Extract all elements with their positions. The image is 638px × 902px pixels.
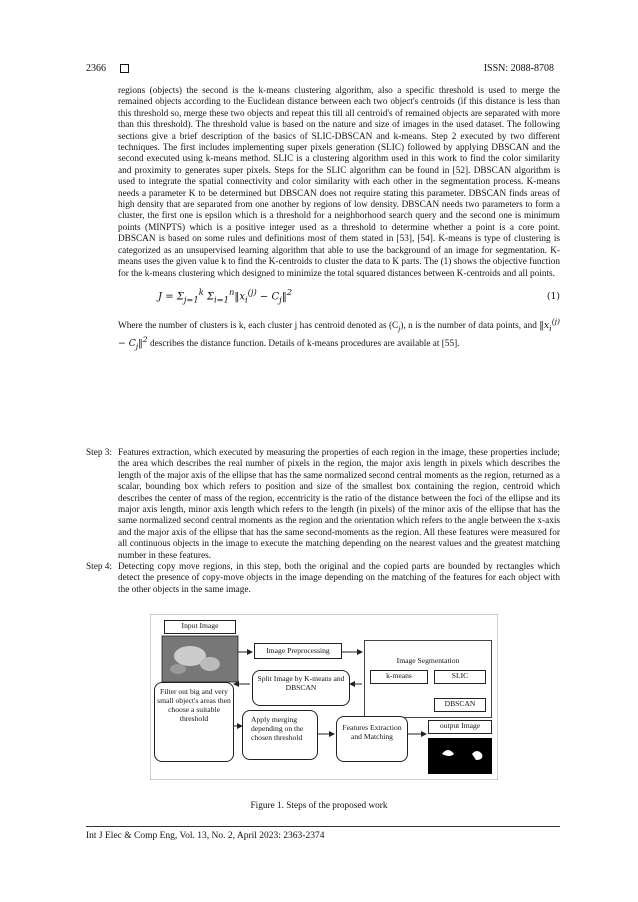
merge-box: Apply merging depending on the chosen threshold bbox=[242, 710, 318, 760]
page-header bbox=[86, 60, 554, 76]
kmeans-objective-formula: $J = \Sigma_{j=1}^k$ $\Sigma_{i=1}^n‖x_i^{(j)}$ − $C_j‖^2$ bbox=[158, 286, 293, 305]
issn: ISSN: 2088-8708 bbox=[483, 62, 554, 74]
step-3: Step 3: Features extraction, which executed by measuring the properties of each region in the image, these properties include; the area which describes the real number of pixels in the region, the major axis length in pixels which describes the length of the major axis of the ellipse that has the same normalized second central moments as the region, returned as a scalar, bounding box which refers to position and size of the smallest box containing the region, centroid which describes the center of mass of the region, eccentricity is the ratio of the distance between the foci of the ellipse and its major axis length, minor axis length which refers to the length (in pixels) of the minor axis of the ellipse that has the same normalized second central moments as the region and the orientation which refers to the angle between the x-axis and the major axis of the ellipse that has the same second-moments as the region. All these features were measured for all continuous objects in the image to execute the matching depending on the nearest values and the greatest matching number in these features. bbox=[86, 448, 560, 561]
steps-list bbox=[86, 448, 560, 596]
preprocessing-box: Image Preprocessing bbox=[254, 643, 342, 659]
paragraph-1: regions (objects) the second is the k-means clustering algorithm, also a specific threshold is used to merge the remained objects according to the Euclidean distance between each two object's centroids (if this distance is less than this threshold so, merge these two objects and repeat this till all centroid's of remained objects are separated with more than this threshold). The threshold value is based on the nature and size of images in the used dataset. The following sections give a brief description of the basics of SLIC-DBSCAN and k-means. Step 2 executed by two different techniques. The first includes implementing super pixels generation (SLIC) followed by applying DBSCAN and the second executed using k-means method. SLIC is a clustering algorithm used in this work to find the color similarity and proximity to generates super pixels. Steps for the SLIC algorithm can be found in [52]. DBSCAN algorithm is used to integrate the spatial connectivity and color similarity with each other in the segmentation process. K-means needs a parameter K to be determined but DBSCAN does not require stating this parameter. DBSCAN finds areas of high density that are separated from one another by regions of low density. DBSCAN needs two parameters to form a cluster, the first one is epsilon which is a threshold for a neighborhood search query and the second one is minimum points (MINPTS) which is a positive integer used as a threshold to determine whether a point is a core point. DBSCAN is based on some rules and definitions most of them stated in [53], [54]. K-means is type of clustering is categorized as an unsupervised learning algorithm that able to use the background of an image for segmentation. K-means uses the given value k to find the K-centroids to cluster the data to K parts. The (1) shows the objective function for the k-means clustering which designed to minimize the total squared distances between K-centroids and all points. bbox=[118, 86, 560, 279]
output-image-thumbnail bbox=[428, 738, 492, 774]
page-number: 2366 bbox=[86, 62, 106, 74]
filter-box: Filter out big and very small object's areas then choose a suitable threshold bbox=[154, 682, 234, 762]
page-footer: Int J Elec & Comp Eng, Vol. 13, No. 2, April 2023: 2363-2374 bbox=[86, 826, 560, 841]
dbscan-box: DBSCAN bbox=[434, 698, 486, 712]
split-image-box: Split Image by K-means and DBSCAN bbox=[252, 670, 350, 706]
equation-number: (1) bbox=[546, 290, 560, 302]
square-icon bbox=[120, 64, 129, 73]
features-box: Features Extraction and Matching bbox=[336, 716, 408, 762]
step-4: Step 4: Detecting copy move regions, in this step, both the original and the copied parts are bounded by rectangles which detect the presence of copy-move objects in the image depending on the matching of the features for each object with the other objects in the same image. bbox=[86, 562, 560, 595]
equation-1 bbox=[118, 287, 560, 306]
body-text bbox=[118, 86, 560, 352]
output-image-label: output Image bbox=[428, 720, 492, 734]
figure-1-diagram bbox=[150, 614, 498, 780]
input-image-box: Input Image bbox=[164, 620, 236, 634]
paragraph-2: Where the number of clusters is k, each cluster j has centroid denoted as $(C_j)$, n is the number of data points, and $‖x_i^{(j)}$ − $C_j‖^2$ describes the distance function. Details of k-means procedures are available at [55]. bbox=[118, 316, 560, 351]
segmentation-group: Image Segmentation bbox=[364, 640, 492, 718]
kmeans-box: k-means bbox=[370, 670, 428, 684]
slic-box: SLIC bbox=[434, 670, 486, 684]
figure-caption: Figure 1. Steps of the proposed work bbox=[250, 801, 388, 811]
